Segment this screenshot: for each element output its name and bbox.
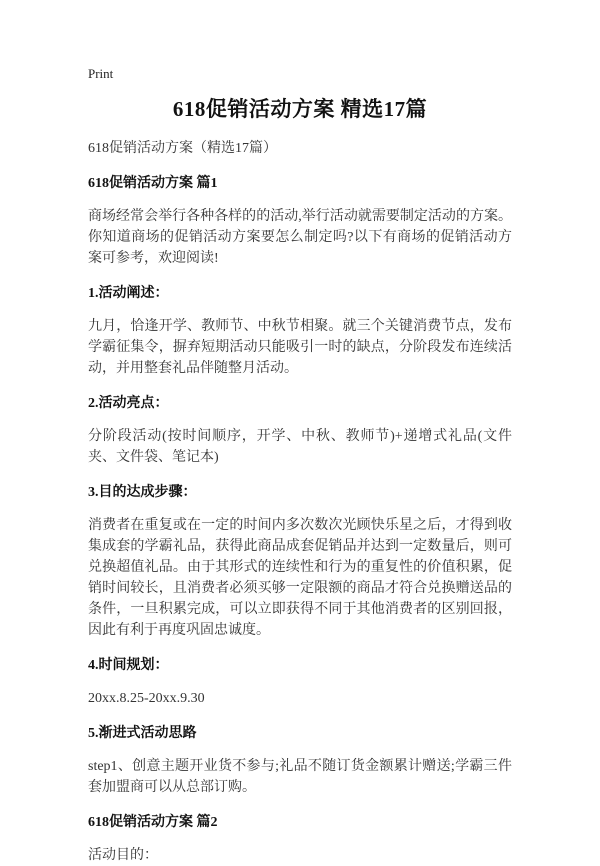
section-heading: 618促销活动方案 篇2 bbox=[88, 815, 218, 830]
paragraph: 九月，恰逢开学、教师节、中秋节相聚。就三个关键消费节点，发布学霸征集令，摒弃短期活动只能吸引一时的缺点，分阶段发布连续活动，并用整套礼品伴随整月活动。 bbox=[88, 319, 512, 376]
section-heading: 2.活动亮点： bbox=[88, 396, 169, 411]
print-link[interactable]: Print bbox=[88, 66, 114, 81]
paragraph: 分阶段活动(按时间顺序，开学、中秋、教师节)+递增式礼品(文件夹、文件袋、笔记本) bbox=[88, 429, 512, 465]
section-heading: 3.目的达成步骤： bbox=[88, 485, 197, 500]
section-heading: 618促销活动方案 篇1 bbox=[88, 176, 218, 191]
section-heading: 4.时间规划： bbox=[88, 658, 169, 673]
paragraph: 消费者在重复或在一定的时间内多次数次光顾快乐星之后，才得到收集成套的学霸礼品，获得此商品成套促销品并达到一定数量后，则可兑换超值礼品。由于其形式的连续性和行为的重复性的价值积累，促销时间较长，且消费者必须买够一定限额的商品才符合兑换赠送品的条件，一旦积累完成，可以立即获得不同于其他消费者的区别回报，因此有利于再度巩固忠诚度。 bbox=[88, 518, 512, 638]
paragraph: step1、创意主题开业货不参与;礼品不随订货金额累计赠送;学霸三件套加盟商可以从总部订购。 bbox=[88, 759, 512, 795]
document-subtitle: 618促销活动方案（精选17篇） bbox=[88, 141, 277, 156]
section-heading: 1.活动阐述： bbox=[88, 286, 169, 301]
paragraph: 活动目的： bbox=[88, 848, 158, 863]
paragraph: 20xx.8.25-20xx.9.30 bbox=[88, 691, 205, 706]
paragraph: 商场经常会举行各种各样的的活动,举行活动就需要制定活动的方案。你知道商场的促销活动方案要怎么制定吗?以下有商场的促销活动方案可参考，欢迎阅读! bbox=[88, 209, 512, 266]
section-heading: 5.渐进式活动思路 bbox=[88, 726, 197, 741]
page-title: 618促销活动方案 精选17篇 bbox=[172, 97, 428, 121]
